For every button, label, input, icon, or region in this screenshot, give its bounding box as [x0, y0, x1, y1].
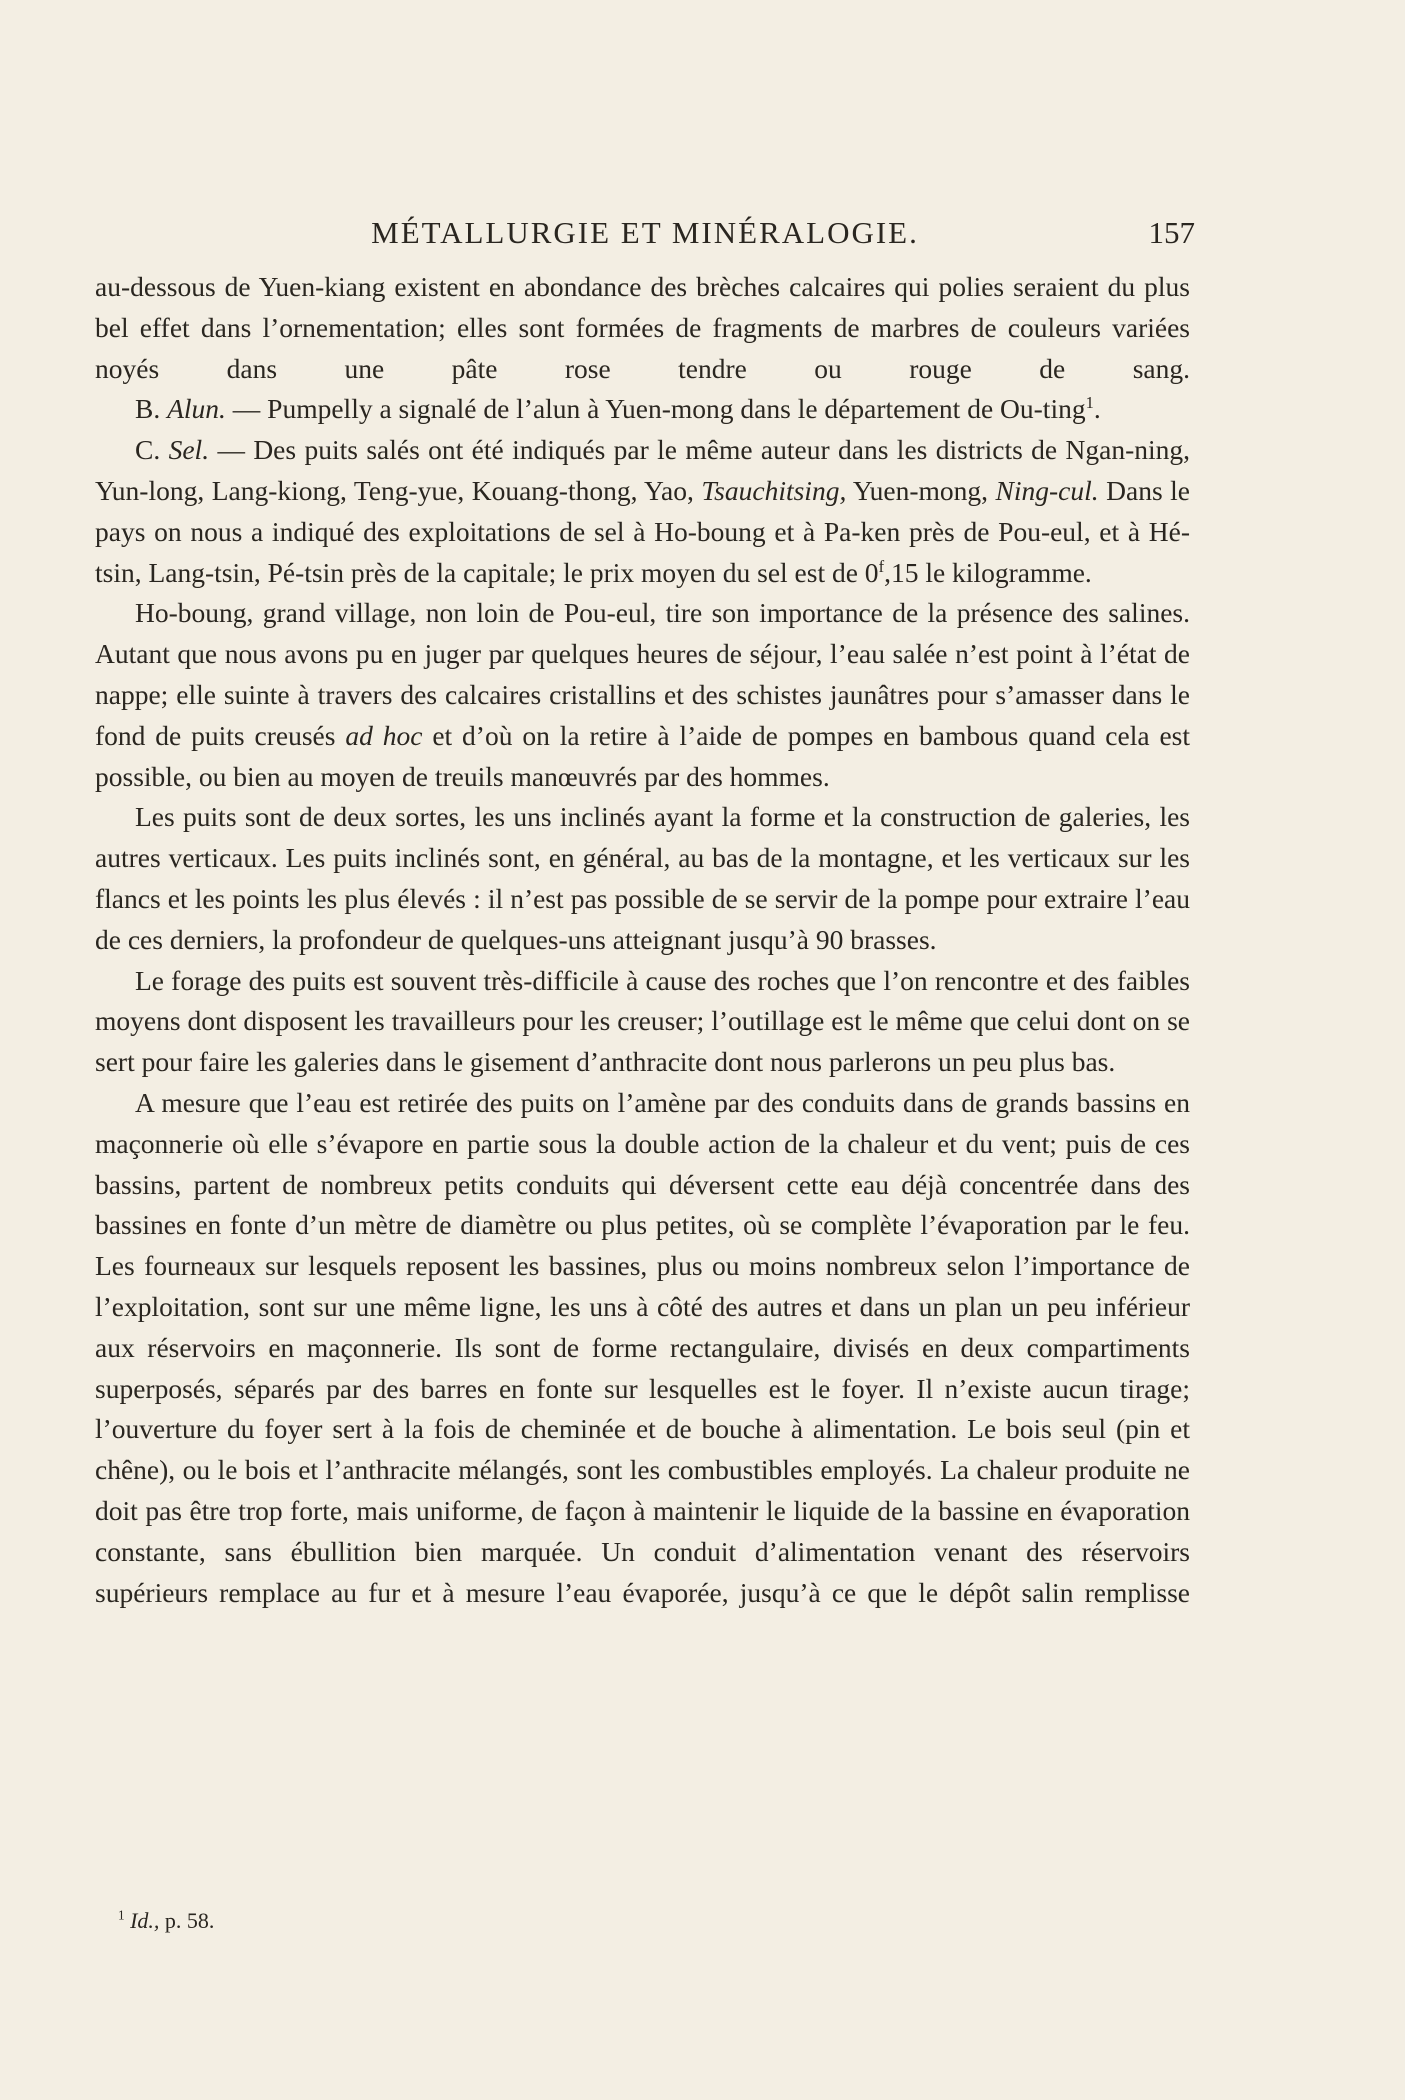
body-text — [95, 267, 1190, 1613]
page-number: 157 — [1148, 215, 1195, 250]
footnote-reference: 1 — [1085, 393, 1094, 413]
paragraph-text: et d’où on la retire à l’aide de pompes en bambous quand cela est possible, ou bien au moyen de treuils manœuvrés par des hommes. — [95, 719, 1190, 792]
page-header — [95, 215, 1195, 255]
paragraph-marble: au-dessous de Yuen-kiang existent en abondance des brèches calcaires qui polies seraient du plus bel effet dans l’ornementation; elles sont formées de fragments de marbres de couleurs variées noyés dans une pâte rose tendre ou rouge de sang. — [95, 271, 1190, 384]
running-title: MÉTALLURGIE ET MINÉRALOGIE. — [371, 215, 919, 250]
italic-phrase: ad hoc — [345, 719, 423, 751]
section-letter: B. — [135, 393, 161, 425]
section-label: Alun. — [167, 393, 226, 425]
footnote-marker: 1 — [118, 1907, 125, 1923]
paragraph-text: — Des puits salés ont été indiqués par le même auteur dans les districts de Ngan-ning, Yun-long, Lang-kiong, Teng-yue, Kouang-thong, Yao, — [95, 434, 1190, 506]
paragraph-text: — Pumpelly a signalé de l’alun à Yuen-mong dans le département de Ou-ting — [232, 393, 1086, 425]
place-name: Ning-cul. — [995, 474, 1099, 506]
footnote — [118, 1908, 214, 1934]
paragraph-text: ,15 le kilogramme. — [884, 556, 1092, 588]
paragraph-text: Yuen-mong, — [852, 474, 989, 506]
section-letter: C. — [135, 434, 161, 466]
currency-unit: f — [878, 556, 885, 576]
footnote-source: Id., — [130, 1908, 160, 1933]
paragraph-ho-boung — [95, 593, 1190, 797]
paragraph-text: Ho-boung, grand village, non loin de Pou-eul, tire son importance de la présence des salines. Autant que nous avons pu en juger par quelques heures de séjour, l’eau salée n’est point à l’état de nappe; elle suinte à travers des calcaires cristallins et des schistes jaunâtres pour s’amasser dans le fond de puits creusés — [95, 597, 1190, 751]
paragraph-wells: Les puits sont de deux sortes, les uns inclinés ayant la forme et la construction de galeries, les autres verticaux. Les puits inclinés sont, en général, au bas de la montagne, et les verticaux sur les flancs et les points les plus élevés : il n’est pas possible de se servir de la pompe pour extraire l’eau de ces derniers, la profondeur de quelques-uns atteignant jusqu’à 90 brasses. — [95, 801, 1190, 955]
paragraph-alun — [95, 389, 1190, 430]
paragraph-drilling: Le forage des puits est souvent très-difficile à cause des roches que l’on rencontre et des faibles moyens dont disposent les travailleurs pour les creuser; l’outillage est le même que celui dont on se sert pour faire les galeries dans le gisement d’anthracite dont nous parlerons un peu plus bas. — [95, 964, 1190, 1078]
paragraph-sel — [95, 430, 1190, 593]
paragraph-evaporation: A mesure que l’eau est retirée des puits on l’amène par des conduits dans de grands bassins en maçonnerie où elle s’évapore en partie sous la double action de la chaleur et du vent; puis de ces bassins, partent de nombreux petits conduits qui déversent cette eau déjà concentrée dans des bassines en fonte d’un mètre de diamètre ou plus petites, où se complète l’évaporation par le feu. Les fourneaux sur lesquels reposent les bassines, plus ou moins nombreux selon l’importance de l’exploitation, sont sur une même ligne, les uns à côté des autres et dans un plan un peu inférieur aux réservoirs en maçonnerie. Ils sont de forme rectangulaire, divisés en deux compartiments superposés, séparés par des barres en fonte sur lesquelles est le foyer. Il n’existe aucun tirage; l’ouverture du foyer sert à la fois de cheminée et de bouche à alimentation. Le bois seul (pin et chêne), ou le bois et l’anthracite mélangés, sont les combustibles employés. La chaleur produite ne doit pas être trop forte, mais uniforme, de façon à maintenir le liquide de la bassine en évaporation constante, sans ébullition bien marquée. Un conduit d’alimentation venant des réservoirs supérieurs remplace au fur et à mesure l’eau évaporée, jusqu’à ce que le dépôt salin remplisse — [95, 1086, 1190, 1608]
place-name: Tsauchitsing, — [701, 474, 847, 506]
paragraph-end: . — [1093, 393, 1101, 425]
footnote-page-ref: p. 58. — [164, 1908, 215, 1933]
section-label: Sel. — [168, 434, 210, 466]
paragraph-text: Dans le pays on nous a indiqué des exploitations de sel à Ho-boung et à Pa-ken près de Pou-eul, et à Hé-tsin, Lang-tsin, Pé-tsin près de la capitale; le prix moyen du sel est de 0 — [95, 474, 1191, 588]
